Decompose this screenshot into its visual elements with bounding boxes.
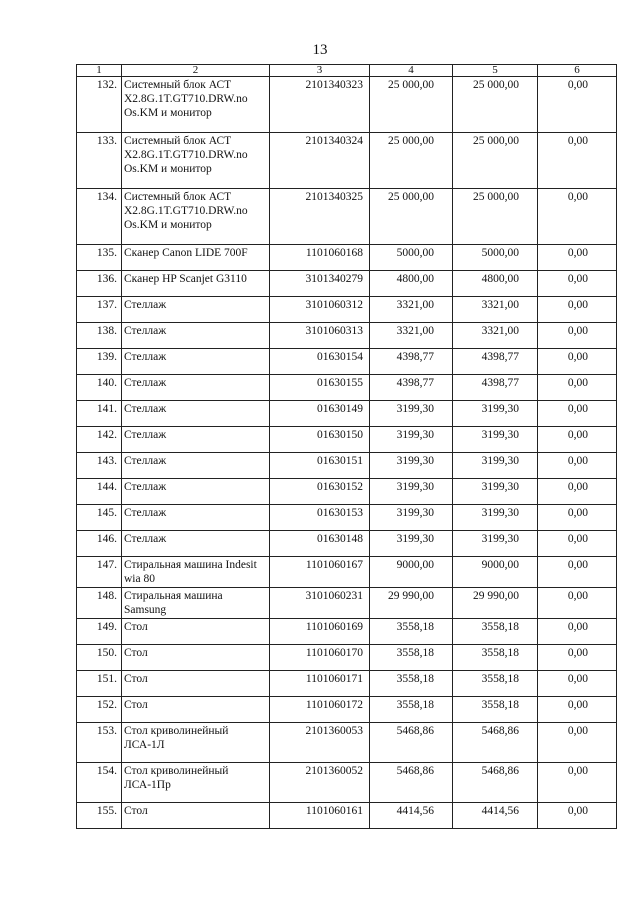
inventory-code: 3101060231 — [270, 588, 370, 619]
value-col4: 3199,30 — [370, 505, 453, 531]
value-col5: 4414,56 — [453, 803, 538, 829]
table-row — [77, 588, 617, 619]
table-row — [77, 723, 617, 763]
col-header-4: 4 — [370, 65, 453, 77]
value-col6: 0,00 — [538, 375, 617, 401]
inventory-code: 01630151 — [270, 453, 370, 479]
col-header-2: 2 — [122, 65, 270, 77]
table-header-row — [77, 65, 617, 77]
value-col5: 29 990,00 — [453, 588, 538, 619]
value-col4: 3199,30 — [370, 453, 453, 479]
value-col5: 4800,00 — [453, 271, 538, 297]
value-col6: 0,00 — [538, 723, 617, 763]
value-col5: 3199,30 — [453, 453, 538, 479]
row-number: 142. — [77, 427, 122, 453]
inventory-code: 01630154 — [270, 349, 370, 375]
item-name: Стол — [122, 697, 270, 723]
table-row — [77, 531, 617, 557]
row-number: 149. — [77, 619, 122, 645]
item-name: Стол — [122, 619, 270, 645]
table-row — [77, 189, 617, 245]
table-row — [77, 505, 617, 531]
value-col6: 0,00 — [538, 453, 617, 479]
value-col4: 3199,30 — [370, 401, 453, 427]
value-col5: 3199,30 — [453, 401, 538, 427]
value-col5: 4398,77 — [453, 375, 538, 401]
row-number: 153. — [77, 723, 122, 763]
value-col6: 0,00 — [538, 245, 617, 271]
inventory-code: 3101340279 — [270, 271, 370, 297]
value-col4: 3558,18 — [370, 671, 453, 697]
row-number: 147. — [77, 557, 122, 588]
row-number: 143. — [77, 453, 122, 479]
row-number: 144. — [77, 479, 122, 505]
value-col6: 0,00 — [538, 349, 617, 375]
value-col6: 0,00 — [538, 297, 617, 323]
value-col6: 0,00 — [538, 803, 617, 829]
inventory-code: 1101060167 — [270, 557, 370, 588]
item-name: Стеллаж — [122, 505, 270, 531]
value-col6: 0,00 — [538, 531, 617, 557]
inventory-code: 3101060312 — [270, 297, 370, 323]
row-number: 140. — [77, 375, 122, 401]
item-name: Стол — [122, 671, 270, 697]
value-col6: 0,00 — [538, 619, 617, 645]
value-col6: 0,00 — [538, 557, 617, 588]
value-col5: 25 000,00 — [453, 77, 538, 133]
item-name: Системный блок АСТ X2.8G.1T.GT710.DRW.no Os.KM и монитор — [122, 133, 270, 189]
item-name: Стеллаж — [122, 453, 270, 479]
value-col5: 3199,30 — [453, 479, 538, 505]
inventory-code: 01630150 — [270, 427, 370, 453]
inventory-code: 2101340324 — [270, 133, 370, 189]
col-header-6: 6 — [538, 65, 617, 77]
table-row — [77, 453, 617, 479]
table-row — [77, 245, 617, 271]
table-row — [77, 645, 617, 671]
value-col4: 29 990,00 — [370, 588, 453, 619]
inventory-code: 2101340323 — [270, 77, 370, 133]
row-number: 136. — [77, 271, 122, 297]
inventory-code: 1101060161 — [270, 803, 370, 829]
row-number: 132. — [77, 77, 122, 133]
value-col6: 0,00 — [538, 671, 617, 697]
value-col4: 3199,30 — [370, 479, 453, 505]
value-col4: 25 000,00 — [370, 77, 453, 133]
table-row — [77, 671, 617, 697]
value-col4: 3321,00 — [370, 323, 453, 349]
value-col6: 0,00 — [538, 427, 617, 453]
row-number: 134. — [77, 189, 122, 245]
value-col5: 3558,18 — [453, 671, 538, 697]
item-name: Стеллаж — [122, 297, 270, 323]
row-number: 135. — [77, 245, 122, 271]
value-col6: 0,00 — [538, 645, 617, 671]
table-row — [77, 803, 617, 829]
value-col5: 3558,18 — [453, 619, 538, 645]
value-col4: 25 000,00 — [370, 133, 453, 189]
item-name: Стиральная машина Indesit wia 80 — [122, 557, 270, 588]
value-col5: 4398,77 — [453, 349, 538, 375]
item-name: Стеллаж — [122, 531, 270, 557]
value-col5: 3321,00 — [453, 323, 538, 349]
inventory-code: 1101060170 — [270, 645, 370, 671]
value-col4: 3199,30 — [370, 427, 453, 453]
col-header-3: 3 — [270, 65, 370, 77]
item-name: Стеллаж — [122, 401, 270, 427]
row-number: 139. — [77, 349, 122, 375]
inventory-table — [76, 64, 617, 829]
row-number: 150. — [77, 645, 122, 671]
value-col6: 0,00 — [538, 763, 617, 803]
item-name: Стол — [122, 803, 270, 829]
col-header-5: 5 — [453, 65, 538, 77]
value-col6: 0,00 — [538, 77, 617, 133]
inventory-code: 01630153 — [270, 505, 370, 531]
value-col6: 0,00 — [538, 133, 617, 189]
row-number: 155. — [77, 803, 122, 829]
table-row — [77, 77, 617, 133]
table-row — [77, 427, 617, 453]
inventory-code: 01630155 — [270, 375, 370, 401]
table-row — [77, 401, 617, 427]
value-col5: 25 000,00 — [453, 133, 538, 189]
value-col5: 3558,18 — [453, 645, 538, 671]
value-col4: 4398,77 — [370, 375, 453, 401]
table-row — [77, 619, 617, 645]
value-col6: 0,00 — [538, 505, 617, 531]
value-col5: 3199,30 — [453, 427, 538, 453]
table-row — [77, 375, 617, 401]
inventory-code: 2101340325 — [270, 189, 370, 245]
value-col4: 3558,18 — [370, 645, 453, 671]
value-col5: 25 000,00 — [453, 189, 538, 245]
table-row — [77, 297, 617, 323]
item-name: Стеллаж — [122, 349, 270, 375]
value-col5: 5000,00 — [453, 245, 538, 271]
item-name: Системный блок АСТ X2.8G.1T.GT710.DRW.no Os.KM и монитор — [122, 77, 270, 133]
item-name: Сканер Canon LIDE 700F — [122, 245, 270, 271]
row-number: 137. — [77, 297, 122, 323]
value-col4: 5000,00 — [370, 245, 453, 271]
inventory-code: 2101360053 — [270, 723, 370, 763]
inventory-code: 01630148 — [270, 531, 370, 557]
value-col6: 0,00 — [538, 479, 617, 505]
item-name: Стеллаж — [122, 375, 270, 401]
value-col6: 0,00 — [538, 697, 617, 723]
value-col4: 4800,00 — [370, 271, 453, 297]
row-number: 145. — [77, 505, 122, 531]
item-name: Сканер HP Scanjet G3110 — [122, 271, 270, 297]
row-number: 151. — [77, 671, 122, 697]
item-name: Стеллаж — [122, 323, 270, 349]
item-name: Стеллаж — [122, 479, 270, 505]
value-col5: 3558,18 — [453, 697, 538, 723]
row-number: 141. — [77, 401, 122, 427]
table-row — [77, 271, 617, 297]
value-col6: 0,00 — [538, 323, 617, 349]
item-name: Стиральная машина Samsung — [122, 588, 270, 619]
inventory-code: 1101060171 — [270, 671, 370, 697]
inventory-code: 1101060168 — [270, 245, 370, 271]
value-col6: 0,00 — [538, 271, 617, 297]
inventory-code: 2101360052 — [270, 763, 370, 803]
table-row — [77, 697, 617, 723]
value-col6: 0,00 — [538, 588, 617, 619]
value-col4: 3558,18 — [370, 697, 453, 723]
value-col5: 3321,00 — [453, 297, 538, 323]
value-col6: 0,00 — [538, 189, 617, 245]
value-col4: 4398,77 — [370, 349, 453, 375]
row-number: 148. — [77, 588, 122, 619]
table-row — [77, 557, 617, 588]
value-col4: 5468,86 — [370, 763, 453, 803]
inventory-code: 1101060172 — [270, 697, 370, 723]
value-col4: 9000,00 — [370, 557, 453, 588]
row-number: 138. — [77, 323, 122, 349]
value-col5: 3199,30 — [453, 505, 538, 531]
item-name: Стеллаж — [122, 427, 270, 453]
table-row — [77, 349, 617, 375]
table-row — [77, 133, 617, 189]
inventory-code: 01630152 — [270, 479, 370, 505]
page-number: 13 — [312, 42, 328, 58]
table-row — [77, 323, 617, 349]
row-number: 133. — [77, 133, 122, 189]
value-col4: 3558,18 — [370, 619, 453, 645]
inventory-code: 1101060169 — [270, 619, 370, 645]
value-col5: 5468,86 — [453, 763, 538, 803]
value-col4: 5468,86 — [370, 723, 453, 763]
item-name: Стол криволинейный ЛСА-1Пр — [122, 763, 270, 803]
value-col4: 3321,00 — [370, 297, 453, 323]
inventory-code: 3101060313 — [270, 323, 370, 349]
value-col6: 0,00 — [538, 401, 617, 427]
inventory-code: 01630149 — [270, 401, 370, 427]
value-col4: 25 000,00 — [370, 189, 453, 245]
row-number: 146. — [77, 531, 122, 557]
table-row — [77, 479, 617, 505]
row-number: 154. — [77, 763, 122, 803]
value-col4: 4414,56 — [370, 803, 453, 829]
item-name: Стол — [122, 645, 270, 671]
col-header-1: 1 — [77, 65, 122, 77]
value-col4: 3199,30 — [370, 531, 453, 557]
item-name: Системный блок АСТ X2.8G.1T.GT710.DRW.no Os.KM и монитор — [122, 189, 270, 245]
item-name: Стол криволинейный ЛСА-1Л — [122, 723, 270, 763]
value-col5: 9000,00 — [453, 557, 538, 588]
row-number: 152. — [77, 697, 122, 723]
value-col5: 3199,30 — [453, 531, 538, 557]
table-row — [77, 763, 617, 803]
value-col5: 5468,86 — [453, 723, 538, 763]
